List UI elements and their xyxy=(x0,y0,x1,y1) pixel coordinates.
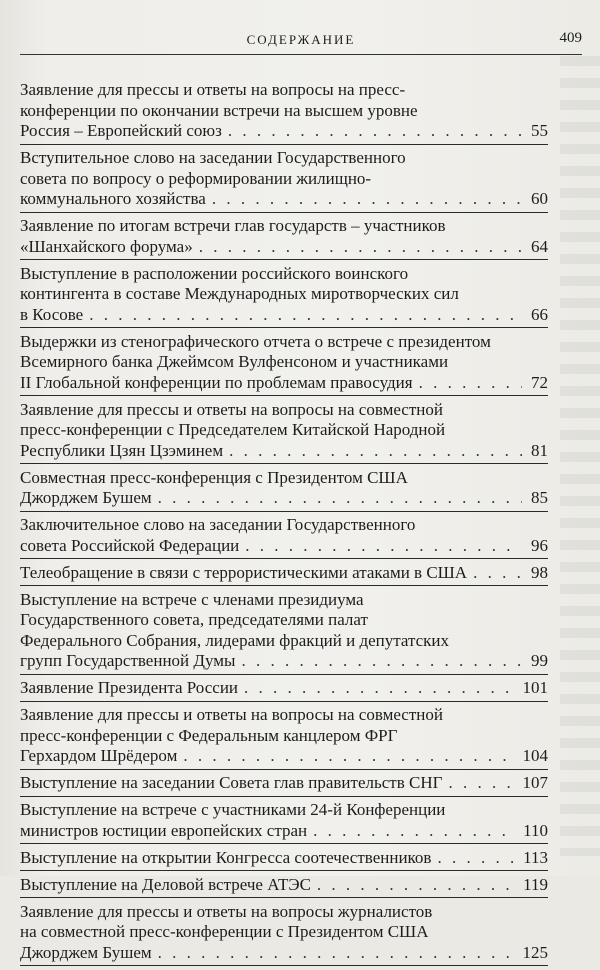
dot-leader xyxy=(473,563,522,584)
dot-leader xyxy=(313,821,517,842)
toc-entry-title-line: Выступление на встрече с членами президиума xyxy=(20,589,364,609)
toc-entry-title-line: коммунального хозяйства xyxy=(20,189,206,208)
dot-leader xyxy=(228,121,522,142)
dot-leader xyxy=(419,373,522,394)
toc-entry-last-line xyxy=(20,189,548,210)
toc-entry-title-line: Заключительное слово на заседании Государственного xyxy=(20,515,416,534)
toc-entry-title-line: в Косове xyxy=(20,304,84,324)
toc-entry-title-line: Герхардом Шрёдером xyxy=(20,746,178,765)
toc-entry-title-line: пресс-конференции с Федеральным канцлером ФРГ xyxy=(20,725,398,745)
toc-entry-title-line: совета Российской Федерации xyxy=(20,535,240,555)
toc-entry-page-number: 55 xyxy=(531,121,548,140)
toc-entry xyxy=(20,515,548,559)
toc-entry-title-line: Всемирного банка Джеймсом Вулфенсоном и участниками xyxy=(20,352,449,371)
dot-leader xyxy=(212,189,522,210)
toc-entry-last-line xyxy=(20,678,548,699)
toc-entry xyxy=(20,678,548,702)
toc-entry-last-line xyxy=(20,536,548,557)
toc-entry-title-line: конференции по окончании встречи на высшем уровне xyxy=(20,100,418,120)
dot-leader xyxy=(89,305,522,326)
dot-leader xyxy=(437,848,517,869)
toc-entry xyxy=(20,468,548,512)
toc-entry-title-line: Выступление на заседании Совета глав правительств СНГ xyxy=(20,773,443,792)
toc-entry-title-line: Совместная пресс-конференция с Президентом США xyxy=(20,467,408,487)
toc-entry-page-number: 60 xyxy=(531,189,548,208)
toc-entry-title-line: совета по вопросу о реформировании жилищно- xyxy=(20,168,372,188)
toc-entry-page-number: 64 xyxy=(531,236,548,256)
toc-entry-last-line xyxy=(20,848,548,869)
dot-leader xyxy=(244,678,516,699)
dot-leader xyxy=(317,875,517,896)
toc-entry-title-line: Выступление на открытии Конгресса соотечественников xyxy=(20,847,432,867)
toc-entry xyxy=(20,148,548,213)
toc-entry-page-number: 96 xyxy=(531,535,548,555)
toc-entry xyxy=(20,902,548,967)
toc-entry-title-line: Выступление в расположении российского воинского xyxy=(20,263,409,283)
toc-entry-title-line: Заявление по итогам встречи глав государств – участников xyxy=(20,216,446,235)
toc-entry xyxy=(20,590,548,675)
toc-entry-last-line xyxy=(20,746,548,767)
toc-entry-last-line xyxy=(20,441,548,462)
toc-entry-title-line: Выступление на Деловой встрече АТЭС xyxy=(20,874,311,894)
toc-entry-page-number: 119 xyxy=(523,874,548,894)
toc-entry-title-line: на совместной пресс-конференции с Президентом США xyxy=(20,922,429,941)
toc-entry xyxy=(20,800,548,844)
toc-entry-title-line: «Шанхайского форума» xyxy=(20,236,193,256)
dot-leader xyxy=(229,441,522,462)
header-rule xyxy=(20,54,582,55)
toc-entry-last-line xyxy=(20,943,548,964)
toc-entry-title-line: Заявление для прессы и ответы на вопросы журналистов xyxy=(20,901,433,921)
toc-entry-title-line: Джорджем Бушем xyxy=(20,942,152,962)
toc-entry-last-line xyxy=(20,373,548,394)
toc-entry-page-number: 107 xyxy=(522,773,548,792)
toc-entry xyxy=(20,563,548,587)
dot-leader xyxy=(245,536,522,557)
toc-entry-title-line: министров юстиции европейских стран xyxy=(20,820,308,840)
toc-entry-last-line xyxy=(20,121,548,142)
toc-entry xyxy=(20,400,548,465)
dot-leader xyxy=(183,746,516,767)
toc-entry-last-line xyxy=(20,773,548,794)
toc-entry-page-number: 98 xyxy=(531,562,548,582)
toc-entry xyxy=(20,773,548,797)
toc-entry-page-number: 81 xyxy=(531,440,548,460)
toc-entry-title-line: Заявление для прессы и ответы на вопросы на совместной xyxy=(20,399,443,419)
toc-entry-page-number: 110 xyxy=(523,820,548,840)
show-through-text xyxy=(560,56,600,856)
toc-entry-title-line: Республики Цзян Цзэминем xyxy=(20,440,224,460)
toc-entry xyxy=(20,80,548,145)
toc-entry-title-line: Государственного совета, председателями палат xyxy=(20,610,368,629)
toc-entry-last-line xyxy=(20,563,548,584)
toc-entry-title-line: Россия – Европейский союз xyxy=(20,121,222,140)
toc-entry-title-line: Вступительное слово на заседании Государственного xyxy=(20,148,406,167)
toc-entry-title-line: Федерального Собрания, лидерами фракций и депутатских xyxy=(20,630,450,650)
toc-entry-page-number: 66 xyxy=(531,304,548,324)
toc-entry-page-number: 101 xyxy=(522,678,548,697)
toc-entry-page-number: 125 xyxy=(522,942,548,962)
dot-leader xyxy=(199,237,522,258)
toc-entry-title-line: Выступление на встрече с участниками 24-й Конференции xyxy=(20,800,446,819)
header-page-number: 409 xyxy=(559,30,582,46)
toc-entry-title-line: Заявление для прессы и ответы на вопросы на совместной xyxy=(20,705,443,724)
toc-entry-title-line: Заявление для прессы и ответы на вопросы на пресс- xyxy=(20,80,406,99)
header-title: СОДЕРЖАНИЕ xyxy=(246,32,356,47)
toc-entry-title-line: Выдержки из стенографического отчета о встрече с президентом xyxy=(20,331,491,351)
dot-leader xyxy=(158,943,517,964)
toc-entry-last-line xyxy=(20,488,548,509)
toc-entry-page-number: 104 xyxy=(522,746,548,765)
toc-entry xyxy=(20,875,548,899)
toc-entry-page-number: 85 xyxy=(531,488,548,507)
dot-leader xyxy=(448,773,516,794)
toc-entry-page-number: 72 xyxy=(531,372,548,392)
toc-entry xyxy=(20,216,548,260)
toc-entry-title-line: групп Государственной Думы xyxy=(20,651,236,670)
running-header xyxy=(20,28,582,52)
toc-entry-last-line xyxy=(20,651,548,672)
toc-entry xyxy=(20,264,548,329)
toc-entry-last-line xyxy=(20,875,548,896)
toc-entry xyxy=(20,332,548,397)
toc-entry-last-line xyxy=(20,305,548,326)
table-of-contents xyxy=(20,80,548,970)
toc-entry-last-line xyxy=(20,821,548,842)
toc-entry-last-line xyxy=(20,237,548,258)
toc-entry-title-line: II Глобальной конференции по проблемам правосудия xyxy=(20,372,413,392)
dot-leader xyxy=(241,651,522,672)
toc-entry-page-number: 113 xyxy=(523,847,548,867)
toc-entry-title-line: Телеобращение в связи с террористическими атаками в США xyxy=(20,562,468,582)
toc-entry-title-line: Заявление Президента России xyxy=(20,678,239,697)
toc-entry-title-line: пресс-конференции с Председателем Китайской Народной xyxy=(20,420,446,439)
toc-entry-title-line: Джорджем Бушем xyxy=(20,488,152,507)
dot-leader xyxy=(158,488,522,509)
toc-entry xyxy=(20,848,548,872)
toc-entry xyxy=(20,705,548,770)
toc-entry-page-number: 99 xyxy=(531,651,548,670)
toc-entry-title-line: контингента в составе Международных миротворческих сил xyxy=(20,284,459,303)
